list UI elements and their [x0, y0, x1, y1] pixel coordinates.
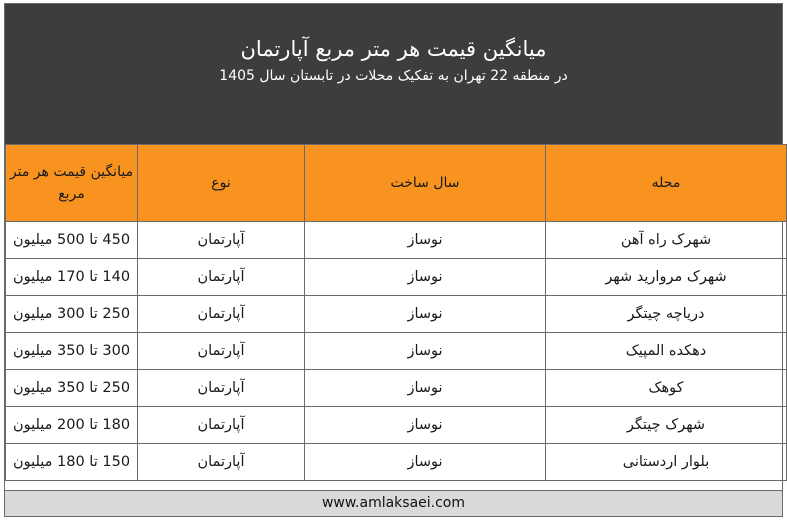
cell-year: نوساز [305, 370, 546, 407]
website-footer: www.amlaksaei.com [5, 490, 782, 516]
header-year: سال ساخت [305, 145, 546, 222]
table-row [6, 370, 787, 407]
page-subtitle: در منطقه 22 تهران به تفکیک محلات در تابستان سال 1405 [219, 68, 568, 84]
cell-price: 140 تا 170 میلیون [6, 259, 138, 296]
cell-type: آپارتمان [138, 296, 305, 333]
cell-area: دریاچه چیتگر [546, 296, 787, 333]
cell-year: نوساز [305, 444, 546, 481]
cell-area: شهرک مروارید شهر [546, 259, 787, 296]
cell-price: 180 تا 200 میلیون [6, 407, 138, 444]
cell-year: نوساز [305, 222, 546, 259]
price-table-frame [4, 3, 783, 517]
cell-type: آپارتمان [138, 370, 305, 407]
cell-year: نوساز [305, 259, 546, 296]
cell-price: 250 تا 350 میلیون [6, 370, 138, 407]
cell-type: آپارتمان [138, 222, 305, 259]
table-row [6, 296, 787, 333]
table-row [6, 444, 787, 481]
cell-area: دهکده المپیک [546, 333, 787, 370]
table-row [6, 222, 787, 259]
cell-area: شهرک چیتگر [546, 407, 787, 444]
cell-price: 150 تا 180 میلیون [6, 444, 138, 481]
table-row [6, 259, 787, 296]
price-table [5, 144, 787, 481]
header-price: میانگین قیمت هر متر مربع [6, 145, 138, 222]
cell-type: آپارتمان [138, 259, 305, 296]
header-area: محله [546, 145, 787, 222]
cell-year: نوساز [305, 407, 546, 444]
cell-price: 250 تا 300 میلیون [6, 296, 138, 333]
header-type: نوع [138, 145, 305, 222]
cell-type: آپارتمان [138, 333, 305, 370]
cell-price: 450 تا 500 میلیون [6, 222, 138, 259]
page-title: میانگین قیمت هر متر مربع آپارتمان [240, 37, 547, 61]
cell-type: آپارتمان [138, 407, 305, 444]
cell-year: نوساز [305, 333, 546, 370]
table-header-row [6, 145, 787, 222]
table-row [6, 333, 787, 370]
cell-price: 300 تا 350 میلیون [6, 333, 138, 370]
table-row [6, 407, 787, 444]
title-block [5, 4, 782, 144]
cell-year: نوساز [305, 296, 546, 333]
cell-area: بلوار اردستانی [546, 444, 787, 481]
cell-area: شهرک راه آهن [546, 222, 787, 259]
cell-type: آپارتمان [138, 444, 305, 481]
cell-area: کوهک [546, 370, 787, 407]
